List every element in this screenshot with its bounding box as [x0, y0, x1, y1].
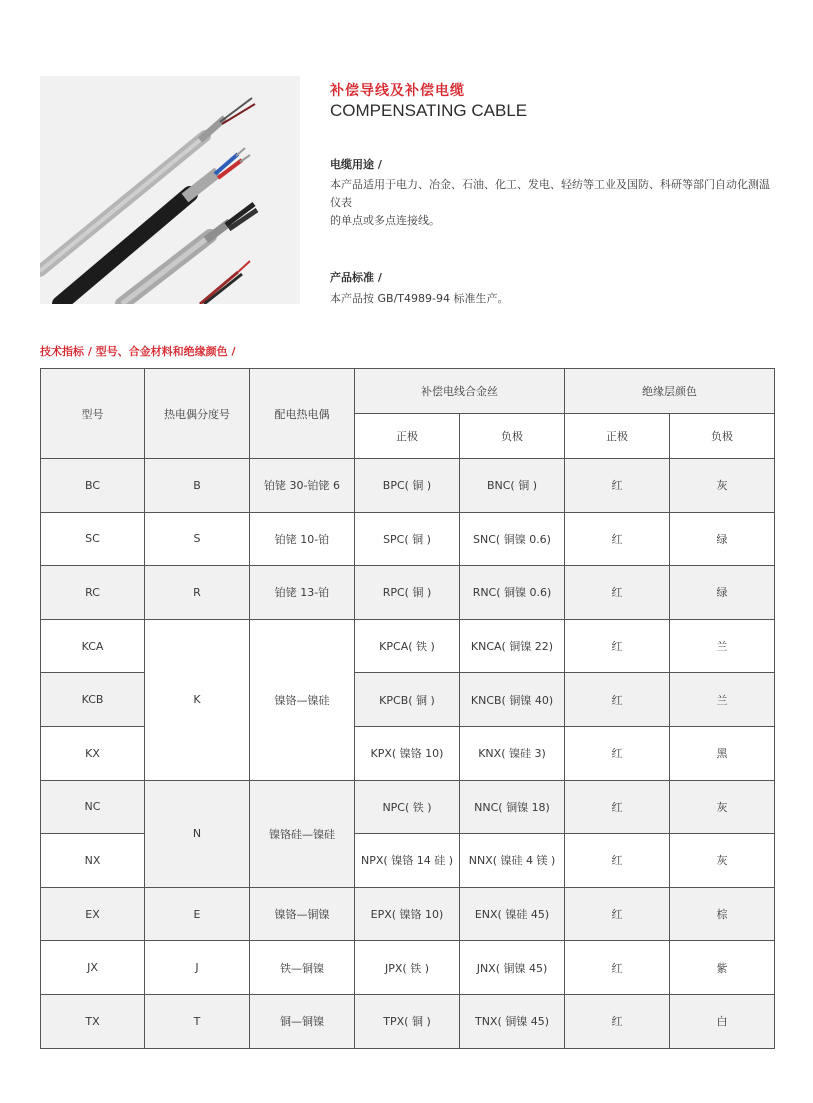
header-alloy-pos: 正极 — [355, 414, 460, 459]
header-color-neg: 负极 — [670, 414, 775, 459]
cell-pos-color: 红 — [565, 994, 670, 1048]
cell-pos-alloy: EPX( 镍铬 10) — [355, 887, 460, 941]
table-row — [41, 941, 775, 995]
header-model: 型号 — [41, 369, 145, 459]
cell-neg-color: 兰 — [670, 673, 775, 727]
table-row — [41, 459, 775, 513]
title-english: COMPENSATING CABLE — [330, 101, 528, 120]
cell-grade: B — [145, 459, 250, 513]
cell-pos-color: 红 — [565, 726, 670, 780]
cell-model: KX — [41, 726, 145, 780]
cell-neg-alloy: RNC( 铜镍 0.6) — [460, 566, 565, 620]
cell-pos-color: 红 — [565, 673, 670, 727]
cell-neg-alloy: BNC( 铜 ) — [460, 459, 565, 513]
cell-model: SC — [41, 512, 145, 566]
standard-heading: 产品标准 / — [330, 271, 382, 284]
cell-grade: K — [145, 619, 250, 780]
cell-pos-color: 红 — [565, 619, 670, 673]
cell-model: TX — [41, 994, 145, 1048]
cell-model: BC — [41, 459, 145, 513]
table-row — [41, 780, 775, 834]
cell-neg-alloy: JNX( 铜镍 45) — [460, 941, 565, 995]
cell-neg-alloy: NNC( 铜镍 18) — [460, 780, 565, 834]
cell-thermocouple: 铁—铜镍 — [250, 941, 355, 995]
cell-neg-alloy: KNCB( 铜镍 40) — [460, 673, 565, 727]
usage-line-1: 本产品适用于电力、冶金、石油、化工、发电、轻纺等工业及国防、科研等部门自动化测温仪表 — [330, 178, 770, 209]
cell-pos-alloy: RPC( 铜 ) — [355, 566, 460, 620]
cell-model: KCA — [41, 619, 145, 673]
standard-text: 本产品按 GB/T4989-94 标准生产。 — [330, 292, 509, 305]
cell-pos-alloy: TPX( 铜 ) — [355, 994, 460, 1048]
cell-pos-alloy: SPC( 铜 ) — [355, 512, 460, 566]
header-alloy-neg: 负极 — [460, 414, 565, 459]
cell-neg-color: 灰 — [670, 834, 775, 888]
spec-table — [40, 368, 775, 1049]
cell-thermocouple: 铂铑 30-铂铑 6 — [250, 459, 355, 513]
header-alloy: 补偿电线合金丝 — [355, 369, 565, 414]
cell-pos-color: 红 — [565, 566, 670, 620]
cell-pos-color: 红 — [565, 780, 670, 834]
cell-neg-color: 兰 — [670, 619, 775, 673]
cell-neg-color: 灰 — [670, 459, 775, 513]
cell-pos-alloy: KPX( 镍铬 10) — [355, 726, 460, 780]
cell-neg-color: 白 — [670, 994, 775, 1048]
cell-neg-color: 黑 — [670, 726, 775, 780]
table-row — [41, 994, 775, 1048]
cell-thermocouple: 镍铬硅—镍硅 — [250, 780, 355, 887]
header-color-pos: 正极 — [565, 414, 670, 459]
cell-model: KCB — [41, 673, 145, 727]
cell-thermocouple: 铂铑 10-铂 — [250, 512, 355, 566]
cell-pos-alloy: BPC( 铜 ) — [355, 459, 460, 513]
cell-grade: E — [145, 887, 250, 941]
cell-model: NX — [41, 834, 145, 888]
cell-neg-alloy: NNX( 镍硅 4 镁 ) — [460, 834, 565, 888]
cable-product-photo-icon — [40, 76, 300, 304]
table-row — [41, 887, 775, 941]
cell-pos-color: 红 — [565, 459, 670, 513]
cell-thermocouple: 铜—铜镍 — [250, 994, 355, 1048]
cell-neg-color: 灰 — [670, 780, 775, 834]
cell-pos-alloy: KPCB( 铜 ) — [355, 673, 460, 727]
cell-neg-color: 绿 — [670, 566, 775, 620]
cell-model: RC — [41, 566, 145, 620]
cell-model: NC — [41, 780, 145, 834]
cell-thermocouple: 镍铬—铜镍 — [250, 887, 355, 941]
header-grade: 热电偶分度号 — [145, 369, 250, 459]
cell-pos-color: 红 — [565, 941, 670, 995]
cell-neg-color: 紫 — [670, 941, 775, 995]
cell-neg-alloy: ENX( 镍硅 45) — [460, 887, 565, 941]
cell-grade: J — [145, 941, 250, 995]
cell-grade: R — [145, 566, 250, 620]
cell-grade: S — [145, 512, 250, 566]
cell-pos-color: 红 — [565, 887, 670, 941]
table-row — [41, 566, 775, 620]
cell-model: JX — [41, 941, 145, 995]
cell-neg-alloy: SNC( 铜镍 0.6) — [460, 512, 565, 566]
usage-line-2: 的单点或多点连接线。 — [330, 214, 440, 227]
cell-thermocouple: 铂铑 13-铂 — [250, 566, 355, 620]
cell-neg-color: 绿 — [670, 512, 775, 566]
usage-heading: 电缆用途 / — [330, 158, 382, 171]
cell-pos-alloy: NPC( 铁 ) — [355, 780, 460, 834]
cell-pos-alloy: KPCA( 铁 ) — [355, 619, 460, 673]
cell-pos-alloy: JPX( 铁 ) — [355, 941, 460, 995]
table-title: 技术指标 / 型号、合金材料和绝缘颜色 / — [40, 345, 236, 358]
header-thermocouple: 配电热电偶 — [250, 369, 355, 459]
cell-neg-alloy: TNX( 铜镍 45) — [460, 994, 565, 1048]
cell-grade: T — [145, 994, 250, 1048]
cell-thermocouple: 镍铬—镍硅 — [250, 619, 355, 780]
cell-model: EX — [41, 887, 145, 941]
cell-pos-color: 红 — [565, 512, 670, 566]
cell-pos-color: 红 — [565, 834, 670, 888]
cell-grade: N — [145, 780, 250, 887]
usage-text — [330, 176, 780, 230]
cell-neg-color: 棕 — [670, 887, 775, 941]
cell-neg-alloy: KNX( 镍硅 3) — [460, 726, 565, 780]
title-chinese: 补偿导线及补偿电缆 — [330, 83, 465, 99]
cell-neg-alloy: KNCA( 铜镍 22) — [460, 619, 565, 673]
table-row — [41, 619, 775, 673]
header-insulation: 绝缘层颜色 — [565, 369, 775, 414]
table-row — [41, 512, 775, 566]
cell-pos-alloy: NPX( 镍铬 14 硅 ) — [355, 834, 460, 888]
